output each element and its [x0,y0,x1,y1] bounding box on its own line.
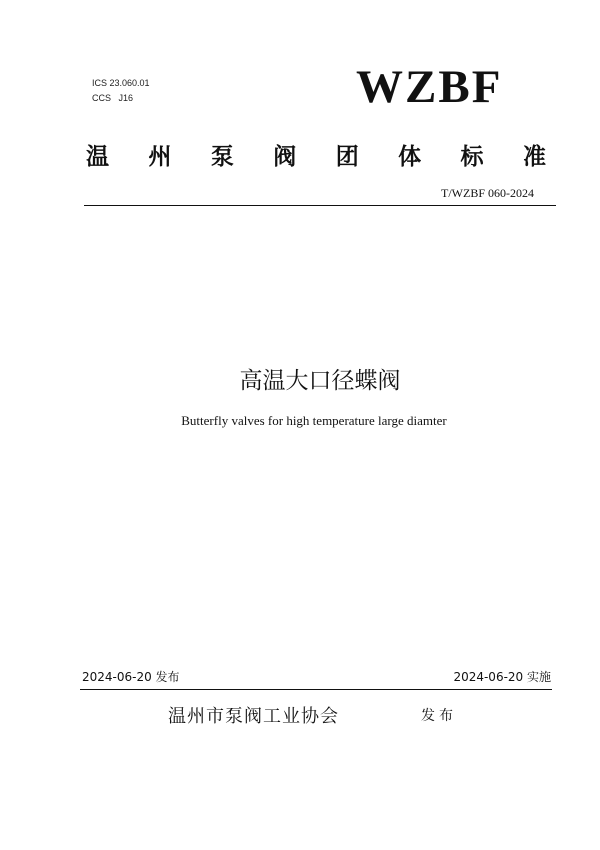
publisher-name: 温州市泵阀工业协会 [168,706,339,727]
document-title-chinese: 高温大口径蝶阀 [239,368,401,394]
standard-title-char: 温 [86,144,109,170]
standard-title-char: 团 [335,144,359,170]
document-number: T/WZBF 060-2024 [441,186,534,200]
issue-date: 2024-06-20 发布 [82,670,180,684]
ccs-code: CCS J16 [92,93,134,103]
footer-divider [80,689,552,690]
classification-codes [92,76,150,106]
header-divider [84,205,556,206]
implementation-date: 2024-06-20 实施 [453,670,551,684]
publish-label: 发布 [421,708,457,724]
standard-title-char: 泵 [210,144,234,170]
standard-title-char: 准 [522,144,546,170]
standard-type-title [86,138,546,171]
ics-code: ICS 23.060.01 [92,78,150,88]
standard-title-char: 阀 [273,144,297,170]
standard-title-char: 体 [398,144,422,170]
standard-title-char: 标 [460,144,484,170]
wzbf-logo: WZBF [356,61,503,113]
document-title-english: Butterfly valves for high temperature large diamter [181,413,447,428]
standard-title-char: 州 [148,144,172,170]
